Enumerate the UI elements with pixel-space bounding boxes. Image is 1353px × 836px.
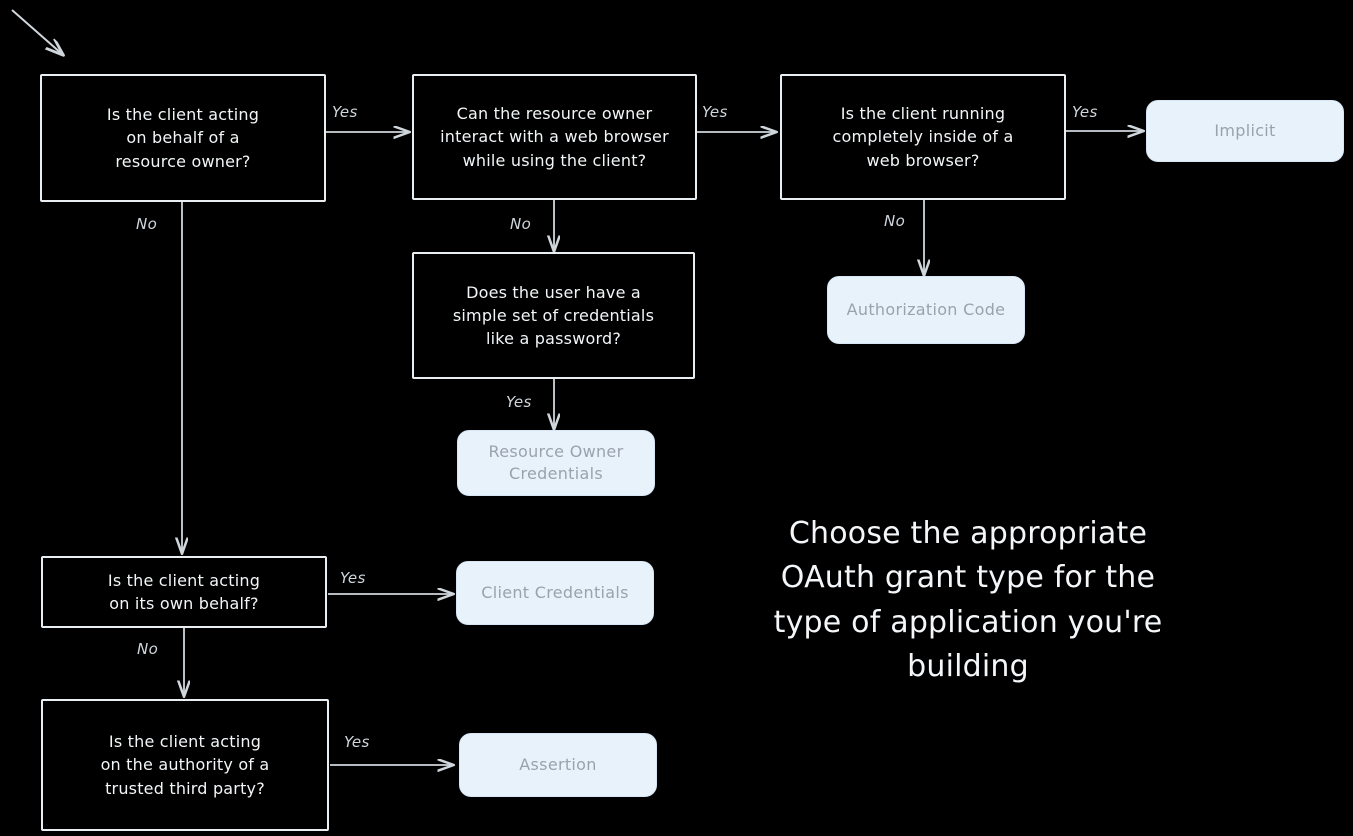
decision-line: trusted third party?: [105, 778, 265, 798]
edge-label-d6-yes: Yes: [344, 733, 370, 751]
outcome-line: Implicit: [1214, 120, 1276, 140]
decision-line: like a password?: [485, 329, 622, 349]
edge-label-d1-yes: Yes: [332, 103, 358, 121]
outcome-line: Code: [963, 299, 1006, 319]
decision-line: on behalf of a: [126, 128, 240, 148]
edge-label-d5-no: No: [137, 640, 159, 658]
decision-line: Is the client acting: [106, 105, 260, 125]
decision-line: completely inside of a: [832, 127, 1014, 147]
decision-client-acting-on-behalf-of-resource-owner[interactable]: [40, 74, 326, 202]
decision-line: interact with a web browser: [440, 127, 669, 147]
edge-label-d3-yes: Yes: [1072, 103, 1098, 121]
decision-line: web browser?: [866, 150, 980, 170]
edge-label-d1-no: No: [136, 215, 158, 233]
decision-client-acting-on-own-behalf[interactable]: [41, 556, 327, 628]
decision-line: Is the client running: [840, 104, 1006, 124]
decision-line: while using the client?: [462, 150, 647, 170]
decision-line: resource owner?: [115, 151, 251, 171]
outcome-client-credentials[interactable]: [456, 561, 654, 625]
diagram-caption: Choose the appropriate OAuth grant type for the type of application you're building: [773, 516, 1163, 685]
outcome-line: Authorization: [846, 299, 958, 319]
decision-user-has-simple-credentials[interactable]: [412, 252, 695, 379]
edge-label-d5-yes: Yes: [340, 569, 366, 587]
decision-client-runs-inside-browser[interactable]: [780, 74, 1066, 200]
edge-label-d3-no: No: [884, 212, 906, 230]
decision-line: Can the resource owner: [456, 104, 653, 124]
decision-line: simple set of credentials: [452, 305, 655, 325]
outcome-implicit[interactable]: [1146, 100, 1344, 162]
outcome-line: Assertion: [519, 754, 597, 774]
decision-resource-owner-can-use-browser[interactable]: [412, 74, 697, 200]
edge-label-d2-no: No: [510, 215, 532, 233]
edge-label-d2-yes: Yes: [702, 103, 728, 121]
outcome-resource-owner-credentials[interactable]: [457, 430, 655, 496]
decision-line: on its own behalf?: [109, 594, 259, 613]
decision-line: Is the client acting: [108, 732, 262, 752]
edge-label-d4-yes: Yes: [506, 393, 532, 411]
decision-line: Is the client acting: [107, 570, 261, 590]
outcome-line: Client Credentials: [481, 582, 629, 602]
decision-line: on the authority of a: [100, 755, 270, 775]
decision-line: Does the user have a: [466, 282, 641, 302]
outcome-authorization-code[interactable]: [827, 276, 1025, 344]
outcome-line: Credentials: [509, 464, 603, 483]
outcome-assertion[interactable]: [459, 733, 657, 797]
outcome-line: Resource Owner: [488, 441, 624, 461]
entry-arrow: [12, 10, 62, 54]
decision-client-acting-for-trusted-third-party[interactable]: [41, 699, 329, 831]
